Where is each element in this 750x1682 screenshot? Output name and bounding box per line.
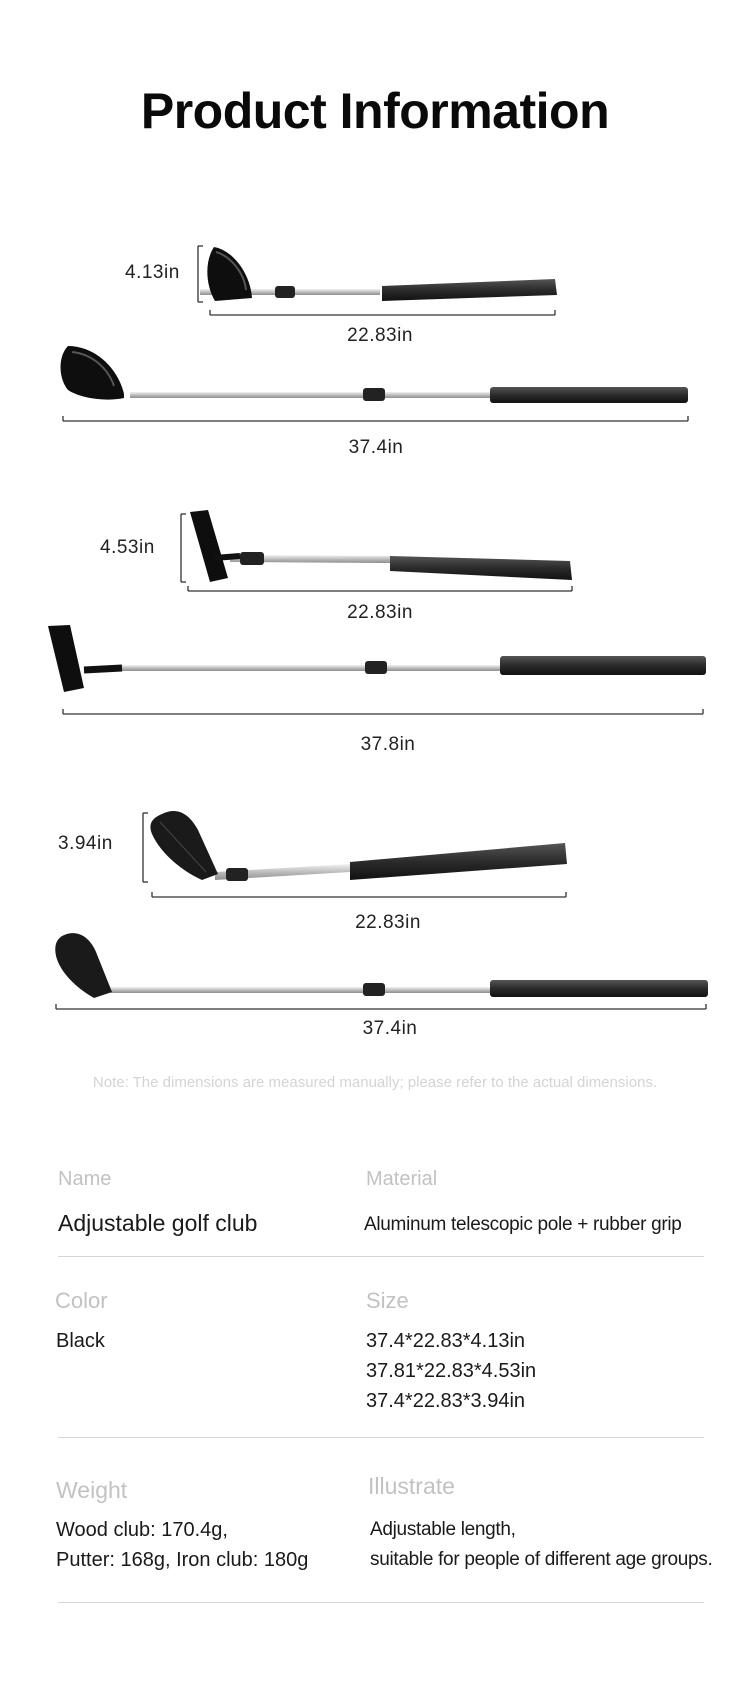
material-value: Aluminum telescopic pole + rubber grip <box>364 1214 682 1235</box>
size-label: Size <box>366 1288 409 1313</box>
size-value: 37.4*22.83*4.13in <box>366 1330 526 1352</box>
measurement-note: Note: The dimensions are measured manually; please refer to the actual dimensions. <box>92 1074 658 1091</box>
divider <box>58 1256 704 1257</box>
size-value: 37.4*22.83*3.94in <box>366 1390 526 1412</box>
wood-short-dimension-lines <box>198 246 555 315</box>
iron-short-length-label: 22.83in <box>355 912 421 933</box>
size-values <box>366 1326 536 1416</box>
illustrate-values <box>370 1515 712 1575</box>
color-label: Color <box>55 1288 108 1313</box>
putter-club-short-image <box>190 510 572 582</box>
wood-club-short-image <box>200 247 557 301</box>
name-label: Name <box>58 1168 112 1190</box>
putter-club-full-image <box>48 625 706 692</box>
divider <box>58 1602 704 1603</box>
putter-short-length-label: 22.83in <box>347 602 413 623</box>
name-value: Adjustable golf club <box>58 1210 258 1236</box>
putter-full-dimension-line <box>63 709 703 714</box>
weight-value: Putter: 168g, Iron club: 180g <box>56 1549 309 1571</box>
weight-values <box>56 1515 308 1575</box>
wood-short-height-label: 4.13in <box>125 262 180 283</box>
iron-short-height-label: 3.94in <box>58 833 113 854</box>
iron-club-full-image <box>55 933 708 998</box>
wood-full-length-label: 37.4in <box>348 437 404 458</box>
divider <box>58 1437 704 1438</box>
illustrate-value: suitable for people of different age groups. <box>370 1549 713 1570</box>
iron-club-short-image <box>150 811 567 881</box>
weight-label: Weight <box>56 1477 128 1503</box>
putter-short-dimension-lines <box>181 514 572 591</box>
material-label: Material <box>366 1168 438 1190</box>
weight-value: Wood club: 170.4g, <box>56 1519 228 1541</box>
color-value: Black <box>56 1330 105 1352</box>
iron-full-dimension-line <box>56 1004 706 1009</box>
illustrate-value: Adjustable length, <box>370 1519 516 1540</box>
page-title: Product Information <box>140 83 610 139</box>
iron-full-length-label: 37.4in <box>362 1018 418 1039</box>
wood-short-length-label: 22.83in <box>347 325 413 346</box>
putter-full-length-label: 37.8in <box>360 734 416 755</box>
wood-club-full-image <box>61 346 689 403</box>
wood-full-dimension-line <box>63 416 688 421</box>
putter-short-height-label: 4.53in <box>100 537 155 558</box>
size-value: 37.81*22.83*4.53in <box>366 1360 537 1382</box>
illustrate-label: Illustrate <box>368 1473 455 1499</box>
